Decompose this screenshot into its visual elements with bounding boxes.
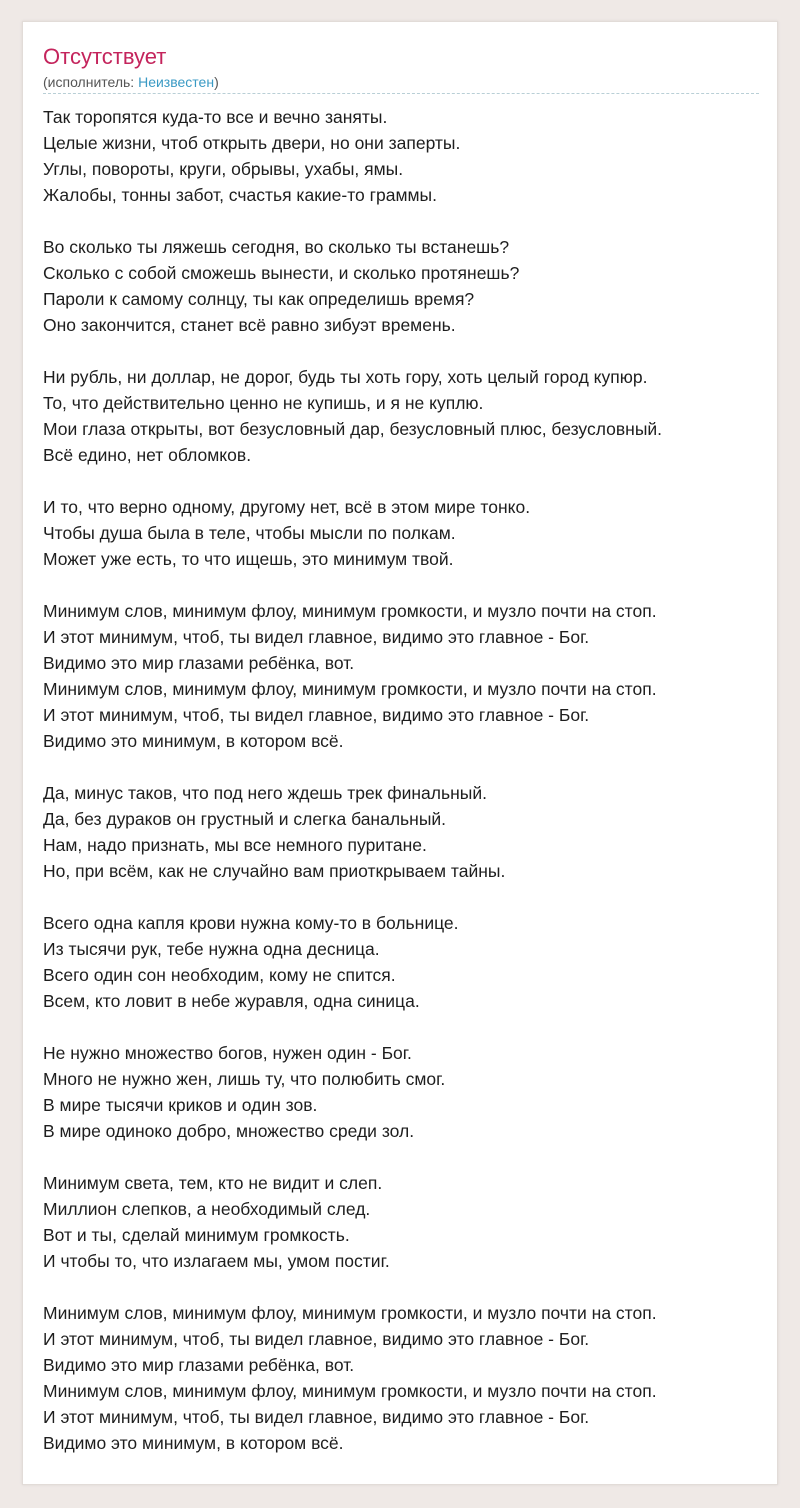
lyrics-stanza	[43, 234, 773, 338]
title-divider	[43, 93, 759, 94]
lyrics-line: И чтобы то, что излагаем мы, умом постиг.	[43, 1251, 390, 1271]
artist-prefix: (исполнитель:	[43, 74, 139, 90]
lyrics-line: Видимо это мир глазами ребёнка, вот.	[43, 1355, 355, 1375]
lyrics-line: То, что действительно ценно не купишь, и я не куплю.	[43, 393, 484, 413]
lyrics-line: Нам, надо признать, мы все немного пуритане.	[43, 835, 427, 855]
lyrics-line: Минимум слов, минимум флоу, минимум громкости, и музло почти на стоп.	[43, 1303, 657, 1323]
lyrics-stanza	[43, 494, 773, 572]
lyrics-line: Так торопятся куда-то все и вечно заняты.	[43, 107, 388, 127]
lyrics-line: Не нужно множество богов, нужен один - Бог.	[43, 1043, 412, 1063]
lyrics-line: Вот и ты, сделай минимум громкость.	[43, 1225, 350, 1245]
lyrics-line: Да, минус таков, что под него ждешь трек финальный.	[43, 783, 487, 803]
lyrics-line: Всего один сон необходим, кому не спится.	[43, 965, 396, 985]
lyrics-line: Да, без дураков он грустный и слегка банальный.	[43, 809, 447, 829]
lyrics-stanza	[43, 104, 773, 208]
song-title: Отсутствует	[43, 44, 167, 69]
lyrics-line: Всё едино, нет обломков.	[43, 445, 252, 465]
lyrics-stanza	[43, 1040, 773, 1144]
lyrics-line: Минимум света, тем, кто не видит и слеп.	[43, 1173, 383, 1193]
lyrics-line: И этот минимум, чтоб, ты видел главное, видимо это главное - Бог.	[43, 705, 590, 725]
lyrics-text	[43, 104, 773, 1482]
lyrics-line: В мире тысячи криков и один зов.	[43, 1095, 318, 1115]
artist-suffix: )	[214, 74, 219, 90]
lyrics-line: Но, при всём, как не случайно вам приоткрываем тайны.	[43, 861, 506, 881]
artist-link[interactable]: Неизвестен	[138, 74, 215, 90]
lyrics-line: Пароли к самому солнцу, ты как определишь время?	[43, 289, 475, 309]
lyrics-line: Оно закончится, станет всё равно зибуэт времень.	[43, 315, 456, 335]
lyrics-line: И этот минимум, чтоб, ты видел главное, видимо это главное - Бог.	[43, 1407, 590, 1427]
lyrics-stanza	[43, 780, 773, 884]
lyrics-line: Видимо это минимум, в котором всё.	[43, 1433, 344, 1453]
lyrics-line: И этот минимум, чтоб, ты видел главное, видимо это главное - Бог.	[43, 627, 590, 647]
lyrics-line: Может уже есть, то что ищешь, это минимум твой.	[43, 549, 454, 569]
lyrics-line: Целые жизни, чтоб открыть двери, но они заперты.	[43, 133, 461, 153]
lyrics-line: Чтобы душа была в теле, чтобы мысли по полкам.	[43, 523, 456, 543]
lyrics-line: Мои глаза открыты, вот безусловный дар, безусловный плюс, безусловный.	[43, 419, 663, 439]
lyrics-stanza	[43, 910, 773, 1014]
lyrics-stanza	[43, 1300, 773, 1456]
lyrics-stanza	[43, 364, 773, 468]
lyrics-line: В мире одиноко добро, множество среди зол.	[43, 1121, 415, 1141]
lyrics-line: Жалобы, тонны забот, счастья какие-то граммы.	[43, 185, 437, 205]
lyrics-line: Сколько с собой сможешь вынести, и сколько протянешь?	[43, 263, 520, 283]
lyrics-line: Много не нужно жен, лишь ту, что полюбить смог.	[43, 1069, 446, 1089]
lyrics-line: Всего одна капля крови нужна кому-то в больнице.	[43, 913, 459, 933]
lyrics-line: Всем, кто ловит в небе журавля, одна синица.	[43, 991, 420, 1011]
lyrics-line: Минимум слов, минимум флоу, минимум громкости, и музло почти на стоп.	[43, 679, 657, 699]
lyrics-line: Во сколько ты ляжешь сегодня, во сколько ты встанешь?	[43, 237, 510, 257]
lyrics-stanza	[43, 598, 773, 754]
lyrics-card	[22, 21, 778, 1485]
lyrics-line: И этот минимум, чтоб, ты видел главное, видимо это главное - Бог.	[43, 1329, 590, 1349]
lyrics-line: Видимо это мир глазами ребёнка, вот.	[43, 653, 355, 673]
lyrics-line: Минимум слов, минимум флоу, минимум громкости, и музло почти на стоп.	[43, 601, 657, 621]
lyrics-line: Минимум слов, минимум флоу, минимум громкости, и музло почти на стоп.	[43, 1381, 657, 1401]
lyrics-line: Ни рубль, ни доллар, не дорог, будь ты хоть гору, хоть целый город купюр.	[43, 367, 648, 387]
lyrics-line: Видимо это минимум, в котором всё.	[43, 731, 344, 751]
lyrics-line: Миллион слепков, а необходимый след.	[43, 1199, 371, 1219]
lyrics-stanza	[43, 1170, 773, 1274]
lyrics-line: И то, что верно одному, другому нет, всё в этом мире тонко.	[43, 497, 531, 517]
lyrics-line: Из тысячи рук, тебе нужна одна десница.	[43, 939, 380, 959]
artist-line	[43, 73, 219, 91]
lyrics-line: Углы, повороты, круги, обрывы, ухабы, ямы.	[43, 159, 404, 179]
